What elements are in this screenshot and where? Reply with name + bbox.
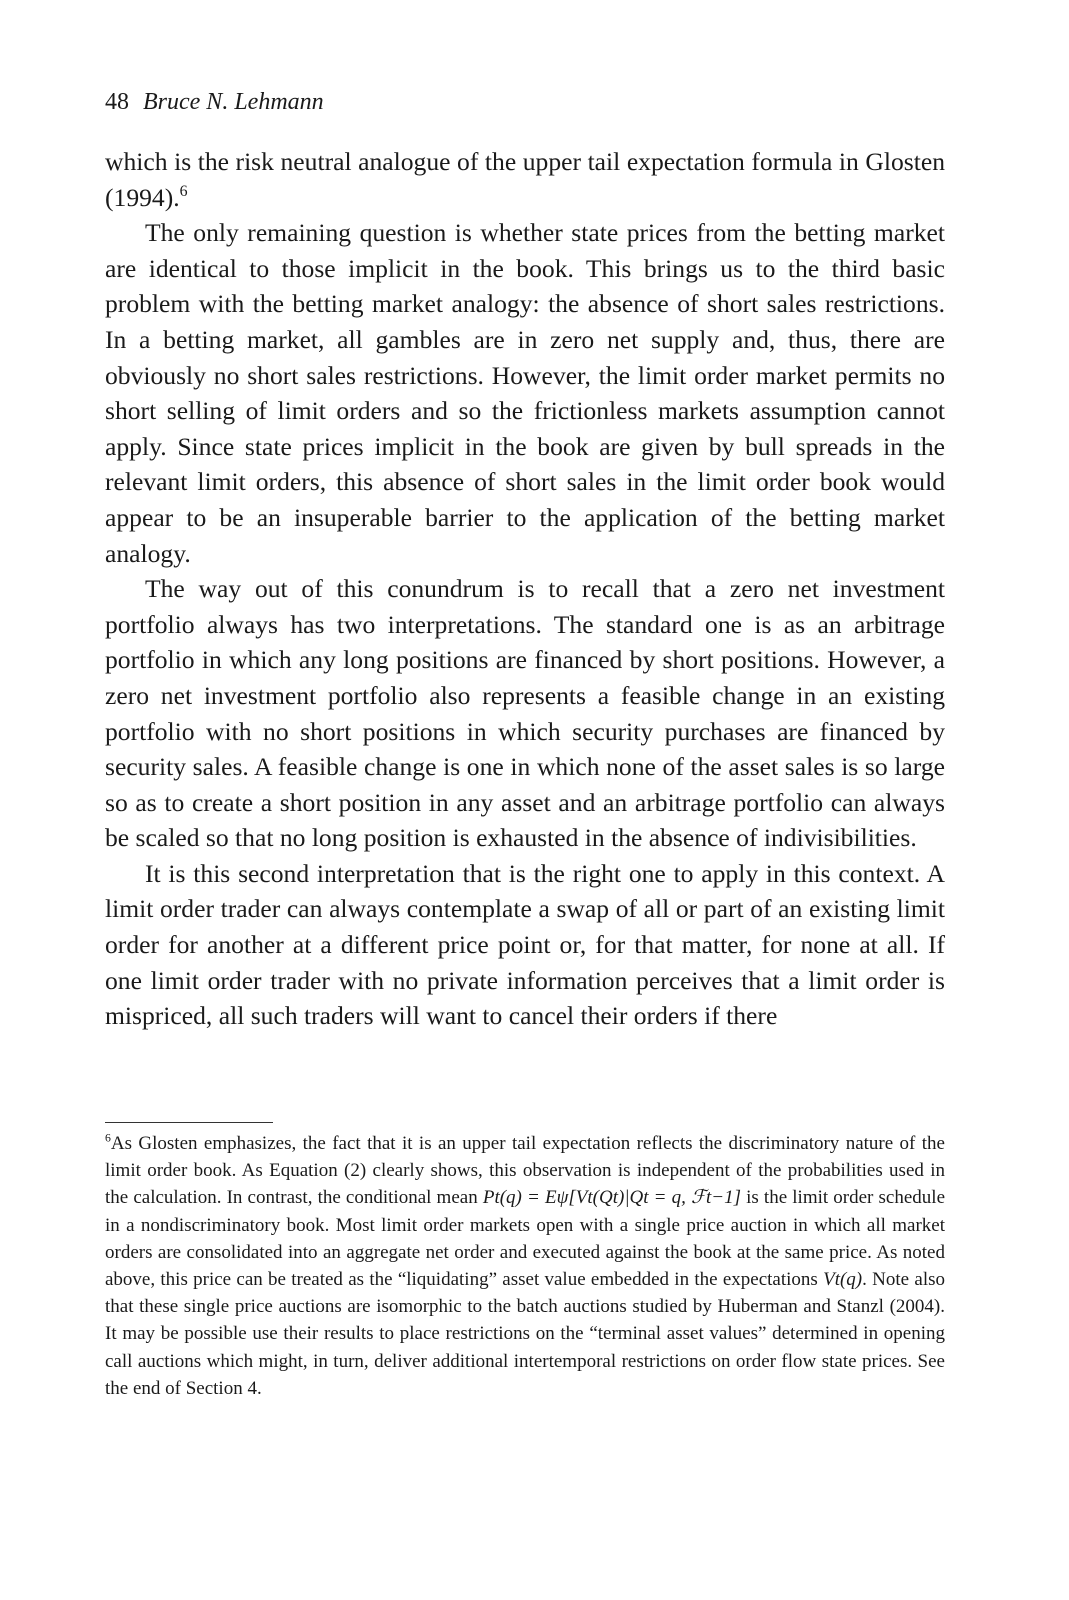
page-number: 48 (105, 89, 129, 115)
footnote-equation: Pt(q) = Eψ[Vt(Qt)|Qt = q, ℱt−1] (482, 1187, 741, 1209)
footnote (105, 1130, 945, 1402)
footnote-math-value: Vt(q) (823, 1269, 863, 1291)
running-head-author: Bruce N. Lehmann (143, 89, 324, 115)
footnote-marker: 6 (105, 1131, 111, 1145)
footnote-text-2: is the limit order schedule in a nondiscriminatory book. Most limit order markets open with a single price auction in which all market orders are consolidated into an aggregate net order and executed against the book at the same price. As noted above, this price can be treated as the “liquidating” asset value embedded in the expectations (105, 1187, 945, 1291)
footnote-reference[interactable]: 6 (179, 182, 188, 200)
paragraph-1 (105, 144, 945, 215)
paragraph-4: It is this second interpretation that is the right one to apply in this context. A limit order trader can always contemplate a swap of all or part of an existing limit order for another at a different price point or, for that matter, for none at all. If one limit order trader with no private information perceives that a limit order is mispriced, all such traders will want to cancel their orders if there (105, 858, 945, 1031)
footnote-text-1: As Glosten emphasizes, the fact that it is an upper tail expectation reflects the discriminatory nature of the limit order book. As Equation (2) clearly shows, this observation is independent of the probabilities used in the calculation. In contrast, the conditional mean (105, 1133, 945, 1209)
paragraph-3: The way out of this conundrum is to recall that a zero net investment portfolio always has two interpretations. The standard one is as an arbitrage portfolio in which any long positions are financed by short positions. However, a zero net investment portfolio also represents a feasible change in an existing portfolio with no short positions in which security purchases are financed by security sales. A feasible change is one in which none of the asset sales is so large so as to create a short position in any asset and an arbitrage portfolio can always be scaled so that no long position is exhausted in the absence of indivisibilities. (105, 574, 945, 853)
paragraph-1-text: which is the risk neutral analogue of the upper tail expectation formula in Glosten (1994). (105, 147, 945, 212)
body-text (105, 144, 945, 1034)
paragraph-2: The only remaining question is whether state prices from the betting market are identical to those implicit in the book. This brings us to the third basic problem with the betting market analogy: the absence of short sales restrictions. In a betting market, all gambles are in zero net supply and, thus, there are obviously no short sales restrictions. However, the limit order market permits no short selling of limit orders and so the frictionless markets assumption cannot apply. Since state prices implicit in the book are given by bull spreads in the relevant limit orders, this absence of short sales in the limit order book would appear to be an insuperable barrier to the application of the betting market analogy. (105, 218, 945, 568)
footnote-text-3: . Note also that these single price auctions are isomorphic to the batch auctions studied by Huberman and Stanzl (2004). It may be possible use their results to place restrictions on the “terminal asset values” determined in opening call auctions which might, in turn, deliver additional intertemporal restrictions on order flow state prices. See the end of Section 4. (105, 1269, 945, 1399)
running-head (105, 86, 324, 118)
footnote-divider (105, 1122, 273, 1123)
